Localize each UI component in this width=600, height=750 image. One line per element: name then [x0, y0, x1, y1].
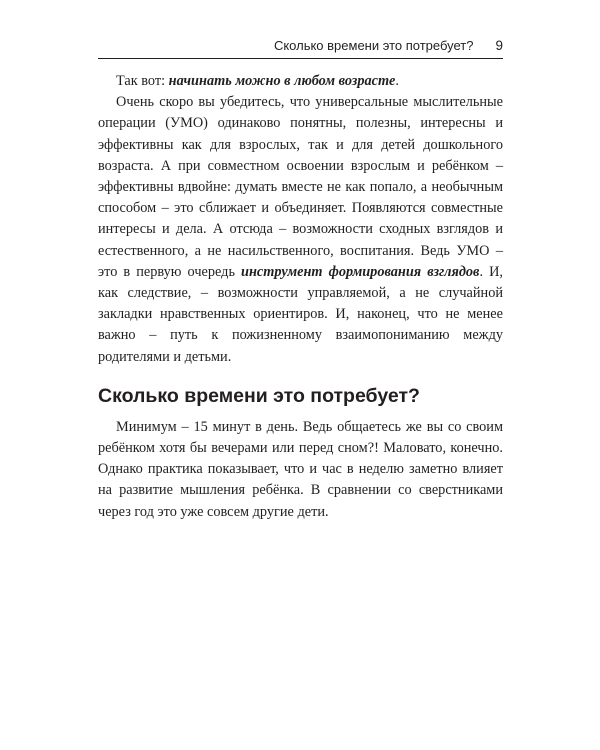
running-title: Сколько времени это потребует?: [273, 38, 474, 53]
section-heading: Сколько времени это потребует?: [98, 384, 420, 407]
paragraph-emphasis: инструмент формирования взглядов: [241, 263, 480, 280]
intro-tail: .: [395, 73, 399, 89]
page-body: [98, 71, 503, 523]
body-paragraph: [98, 92, 503, 368]
intro-emphasis: начинать можно в любом возрасте: [168, 73, 396, 89]
section-paragraph: Минимум – 15 минут в день. Ведь общаетесь же вы со своим ребёнком хотя бы вечерами или перед сном?! Маловато, конечно. Однако практика показывает, что и час в неделю заметно влияет на развитие мышления ребёнка. В сравнении со сверстниками через год это уже совсем другие дети.: [98, 418, 503, 520]
paragraph-text-a: Очень скоро вы убедитесь, что универсальные мыслительные операции (УМО) одинаково понятны, полезны, интересны и эффективны как для взрослых, так и для детей дошкольного возраста. А при совместном освоении взрослым и ребёнком – эффективны вдвойне: думать вместе не как попало, а необычным способом – это сближает и объединяет. Появляются совместные интересы и дела. А отсюда – возможности сходных взглядов и естественного, а не насильственного, воспитания. Ведь УМО – это в первую очередь: [98, 94, 503, 280]
header-rule: [98, 58, 503, 59]
paragraph-text-b: . И, как следствие, – возможности управляемой, а не случайной закладки нравственных ориентиров. И, наконец, что не менее важно – путь к пожизненному взаимопониманию между родителями и детьми.: [98, 263, 503, 365]
intro-paragraph: [98, 71, 503, 92]
intro-lead: Так вот:: [116, 73, 169, 89]
running-header: [98, 38, 503, 53]
page-number: 9: [495, 38, 503, 53]
